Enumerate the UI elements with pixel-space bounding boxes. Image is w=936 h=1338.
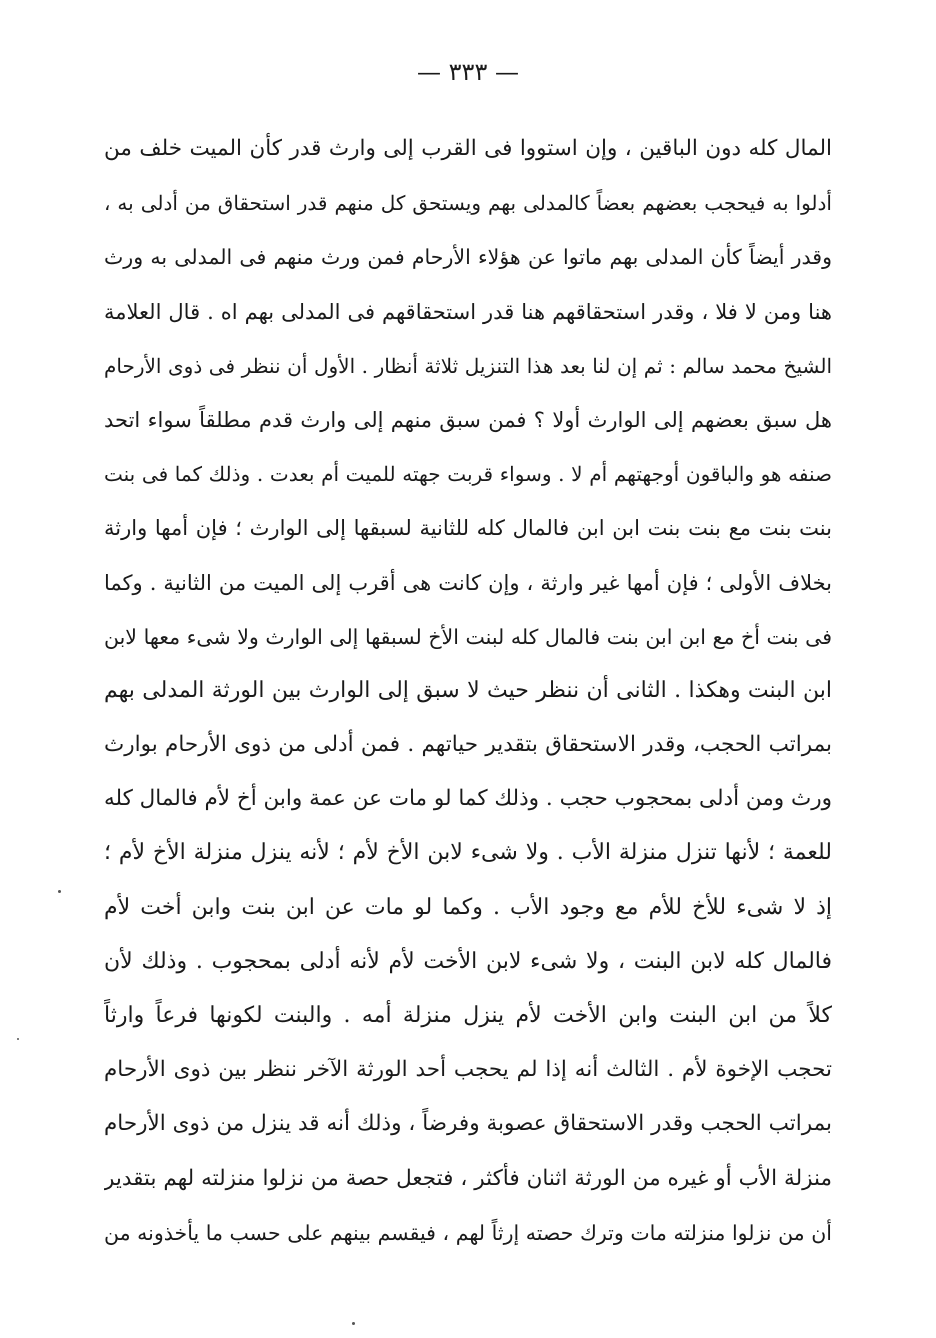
text-line-12: بمراتب الحجب، وقدر الاستحقاق بتقدير حياتهم . فمن أدلى من ذوى الأرحام بوارث [104,732,832,758]
page-number: — ٣٣٣ — [417,58,519,86]
text-line-5: الشيخ محمد سالم : ثم إن لنا بعد هذا التنزيل ثلاثة أنظار . الأول أن ننظر فى ذوى الأرحام [104,353,832,378]
text-line-1: المال كله دون الباقين ، وإن استووا فى القرب إلى وارث قدر كأن الميت خلف من [104,136,832,161]
text-line-16: فالمال كله لابن البنت ، ولا شىء لابن الأخت لأم لأنه أدلى بمحجوب . وذلك لأن [104,948,832,974]
text-line-17: كلاً من ابن البنت وابن الأخت لأم ينزل منزلة أمه . والبنت لكونها فرعاً وارثاً [104,1003,832,1028]
text-line-13: ورث ومن أدلى بمحجوب حجب . وذلك كما لو مات عن عمة وابن أخ لأم فالمال كله [104,786,832,812]
text-line-4: هنا ومن لا فلا ، وقدر استحقاقهم هنا قدر استحقاقهم فى المدلى بهم اه . قال العلامة [104,299,832,324]
text-line-18: تحجب الإخوة لأم . الثالث أنه إذا لم يحجب أحد الورثة الآخر ننظر بين ذوى الأرحام [104,1057,832,1083]
text-line-3: وقدر أيضاً كأن المدلى بهم ماتوا عن هؤلاء الأرحام فمن ورث منهم فى المدلى به ورث [104,245,832,270]
text-line-11: ابن البنت وهكذا . الثانى أن ننظر حيث لا سبق إلى الوارث بين الورثة المدلى بهم [104,677,832,703]
text-line-21: أن من نزلوا منزلته مات وترك حصته إرثاً لهم ، فيقسم بينهم على حسب ما يأخذونه من [104,1220,832,1245]
text-line-8: بنت بنت مع بنت بنت ابن ابن فالمال كله للثانية لسبقها إلى الوارث ؛ فإن أمها وارثة [104,516,832,541]
text-line-10: فى بنت أخ مع ابن ابن بنت فالمال كله لبنت الأخ لسبقها إلى الوارث ولا شىء معها لابن [104,624,832,649]
text-line-20: منزلة الأب أو غيره من الورثة اثنان فأكثر ، فتجعل حصة من نزلوا منزلته لهم بتقدير [104,1165,832,1191]
text-line-6: هل سبق بعضهم إلى الوارث أولا ؟ فمن سبق منهم إلى وارث قدم مطلقاً سواء اتحد [104,407,832,432]
text-line-15: إذ لا شىء للأخ للأم مع وجود الأب . وكما لو مات عن ابن بنت وابن أخت لأم [104,894,832,920]
text-line-2: أدلوا به فيحجب بعضهم بعضاً كالمدلى بهم ويستحق كل منهم قدر استحقاق من أدلى به ، [104,191,832,216]
text-line-7: صنفه هو والباقون أوجهتهم أم لا . وسواء قربت جهته للميت أم بعدت . وذلك كما فى بنت [104,462,832,487]
text-line-19: بمراتب الحجب وقدر الاستحقاق عصوبة وفرضاً ، وذلك أنه قد ينزل من ذوى الأرحام [104,1111,832,1137]
text-line-14: للعمة ؛ لأنها تنزل منزلة الأب . ولا شىء لابن الأخ لأم ؛ لأنه ينزل منزلة الأخ لأم ؛ [104,840,832,866]
text-line-9: بخلاف الأولى ؛ فإن أمها غير وارثة ، وإن كانت هى أقرب إلى الميت من الثانية . وكما [104,570,832,595]
scan-speck [17,1038,19,1040]
body-text [104,122,832,1260]
scan-speck [58,890,61,893]
scan-speck [352,1322,355,1325]
